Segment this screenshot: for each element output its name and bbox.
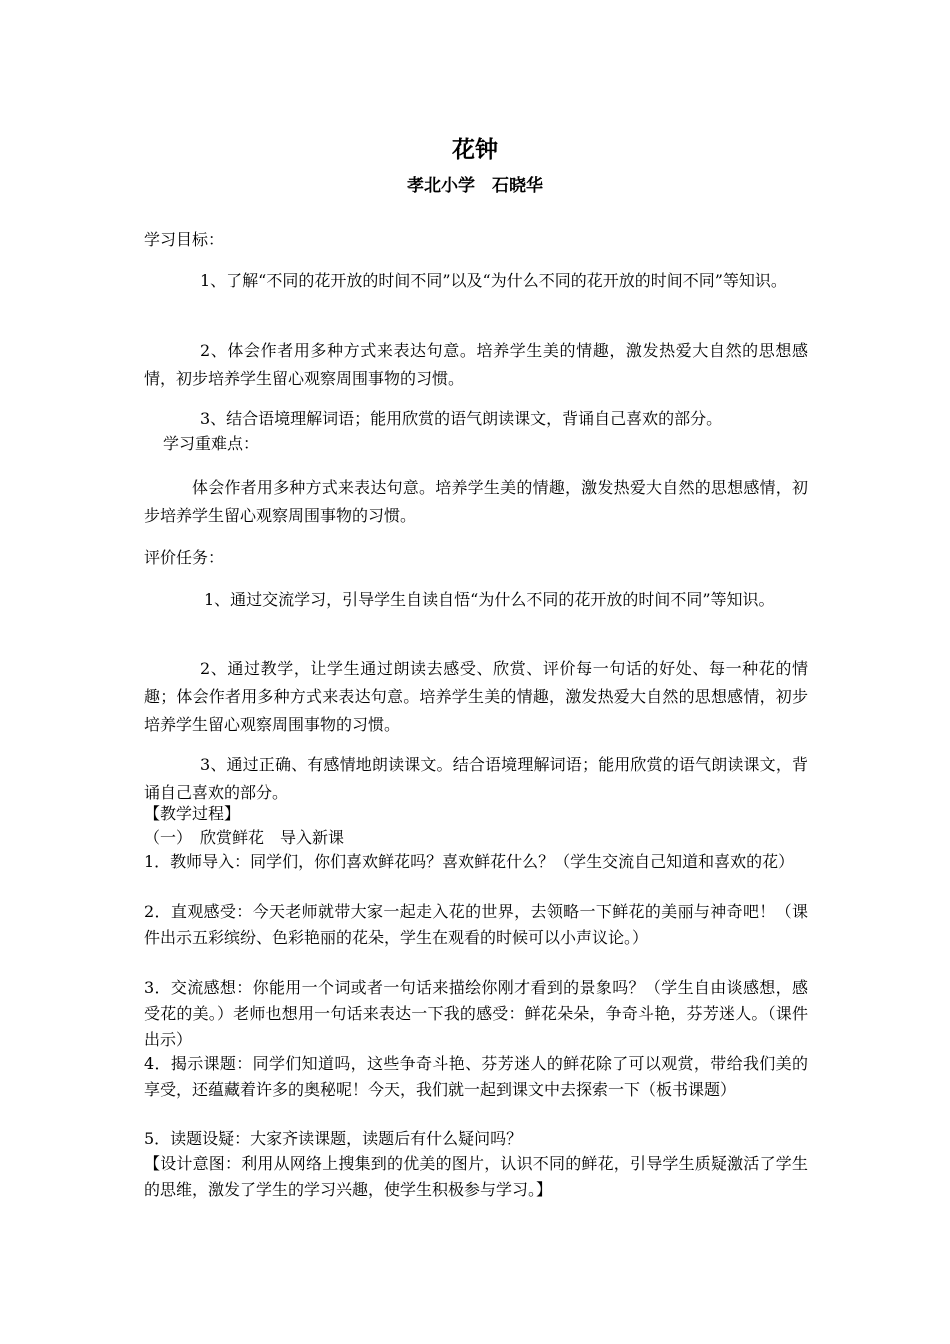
section-1-heading: （一） 欣赏鲜花 导入新课 (144, 828, 345, 847)
doc-author: 孝北小学 石晓华 (407, 176, 543, 196)
task-1: 1、通过交流学习，引导学生自读自悟“为什么不同的花开放的时间不同”等知识。 (204, 590, 775, 609)
task-3: 3、通过正确、有感情地朗读课文。结合语境理解词语；能用欣赏的语气朗读课文，背诵自己喜欢的部分。 (144, 755, 808, 802)
key-heading: 学习重难点： (163, 434, 260, 453)
design-note: 【设计意图：利用从网络上搜集到的优美的图片，认识不同的鲜花，引导学生质疑激活了学生的思维，激发了学生的学习兴趣，使学生积极参与学习。】 (144, 1154, 808, 1199)
tasks-heading: 评价任务： (144, 548, 225, 567)
step-5: 5．读题设疑：大家齐读课题，读题后有什么疑问吗？ (144, 1129, 523, 1148)
step-4: 4．揭示课题：同学们知道吗，这些争奇斗艳、芬芳迷人的鲜花除了可以观赏，带给我们美的享受，还蕴藏着许多的奥秘呢！今天，我们就一起到课文中去探索一下（板书课题） (144, 1054, 808, 1099)
step-1: 1．教师导入：同学们，你们喜欢鲜花吗？喜欢鲜花什么？（学生交流自己知道和喜欢的花） (144, 852, 795, 871)
goal-1: 1、了解“不同的花开放的时间不同”以及“为什么不同的花开放的时间不同”等知识。 (200, 271, 787, 290)
key-text: 体会作者用多种方式来表达句意。培养学生美的情趣，激发热爱大自然的思想感情，初步培养学生留心观察周围事物的习惯。 (144, 478, 808, 525)
doc-title: 花钟 (452, 137, 498, 163)
step-3: 3．交流感想：你能用一个词或者一句话来描绘你刚才看到的景象吗？（学生自由谈感想，感受花的美。）老师也想用一句话来表达一下我的感受：鲜花朵朵，争奇斗艳，芬芳迷人。（课件出示） (144, 978, 808, 1049)
goal-2: 2、体会作者用多种方式来表达句意。培养学生美的情趣，激发热爱大自然的思想感情，初步培养学生留心观察周围事物的习惯。 (144, 341, 808, 388)
goal-3: 3、结合语境理解词语；能用欣赏的语气朗读课文，背诵自己喜欢的部分。 (200, 409, 723, 428)
goals-heading: 学习目标： (144, 230, 225, 249)
process-heading: 【教学过程】 (144, 804, 241, 823)
task-2: 2、通过教学，让学生通过朗读去感受、欣赏、评价每一句话的好处、每一种花的情趣；体会作者用多种方式来表达句意。培养学生美的情趣，激发热爱大自然的思想感情，初步培养学生留心观察周围事物的习惯。 (144, 659, 808, 734)
step-2: 2．直观感受：今天老师就带大家一起走入花的世界，去领略一下鲜花的美丽与神奇吧！（课件出示五彩缤纷、色彩艳丽的花朵，学生在观看的时候可以小声议论。） (144, 902, 808, 947)
